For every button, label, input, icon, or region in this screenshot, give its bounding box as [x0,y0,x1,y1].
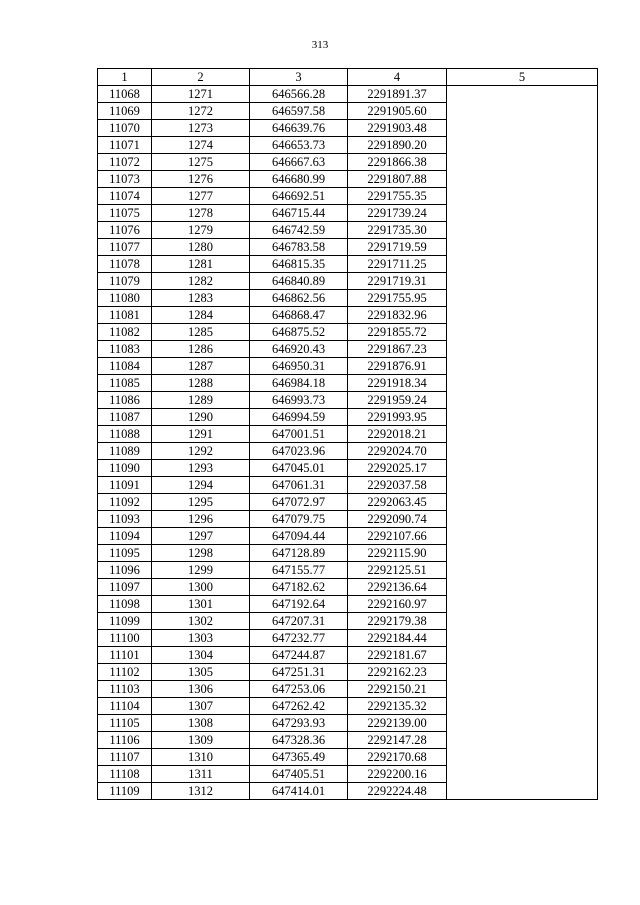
y-coordinate-cell: 2291905.60 [348,103,447,120]
x-coordinate-cell: 646950.31 [250,358,348,375]
y-coordinate-cell: 2291876.91 [348,358,447,375]
y-coordinate-cell: 2292024.70 [348,443,447,460]
index-cell: 1275 [152,154,250,171]
x-coordinate-cell: 646984.18 [250,375,348,392]
y-coordinate-cell: 2292160.97 [348,596,447,613]
column-header-4: 4 [348,69,447,86]
index-cell: 1288 [152,375,250,392]
point-number-cell: 11103 [98,681,152,698]
index-cell: 1300 [152,579,250,596]
point-number-cell: 11109 [98,783,152,800]
index-cell: 1301 [152,596,250,613]
index-cell: 1306 [152,681,250,698]
y-coordinate-cell: 2292136.64 [348,579,447,596]
point-number-cell: 11106 [98,732,152,749]
table-row [98,86,598,103]
x-coordinate-cell: 646566.28 [250,86,348,103]
index-cell: 1303 [152,630,250,647]
point-number-cell: 11081 [98,307,152,324]
y-coordinate-cell: 2292125.51 [348,562,447,579]
index-cell: 1283 [152,290,250,307]
x-coordinate-cell: 646868.47 [250,307,348,324]
index-cell: 1305 [152,664,250,681]
x-coordinate-cell: 647293.93 [250,715,348,732]
point-number-cell: 11076 [98,222,152,239]
index-cell: 1290 [152,409,250,426]
index-cell: 1307 [152,698,250,715]
point-number-cell: 11085 [98,375,152,392]
y-coordinate-cell: 2292162.23 [348,664,447,681]
x-coordinate-cell: 646742.59 [250,222,348,239]
y-coordinate-cell: 2292224.48 [348,783,447,800]
x-coordinate-cell: 647328.36 [250,732,348,749]
point-number-cell: 11088 [98,426,152,443]
x-coordinate-cell: 646653.73 [250,137,348,154]
point-number-cell: 11104 [98,698,152,715]
y-coordinate-cell: 2292170.68 [348,749,447,766]
index-cell: 1293 [152,460,250,477]
point-number-cell: 11070 [98,120,152,137]
x-coordinate-cell: 646639.76 [250,120,348,137]
point-number-cell: 11099 [98,613,152,630]
index-cell: 1302 [152,613,250,630]
y-coordinate-cell: 2291739.24 [348,205,447,222]
index-cell: 1280 [152,239,250,256]
index-cell: 1281 [152,256,250,273]
y-coordinate-cell: 2291993.95 [348,409,447,426]
index-cell: 1312 [152,783,250,800]
point-number-cell: 11100 [98,630,152,647]
y-coordinate-cell: 2291719.59 [348,239,447,256]
index-cell: 1311 [152,766,250,783]
x-coordinate-cell: 647414.01 [250,783,348,800]
x-coordinate-cell: 646994.59 [250,409,348,426]
y-coordinate-cell: 2292147.28 [348,732,447,749]
y-coordinate-cell: 2292037.58 [348,477,447,494]
point-number-cell: 11097 [98,579,152,596]
x-coordinate-cell: 647045.01 [250,460,348,477]
point-number-cell: 11098 [98,596,152,613]
index-cell: 1297 [152,528,250,545]
point-number-cell: 11096 [98,562,152,579]
x-coordinate-cell: 647094.44 [250,528,348,545]
x-coordinate-cell: 647244.87 [250,647,348,664]
index-cell: 1277 [152,188,250,205]
x-coordinate-cell: 647072.97 [250,494,348,511]
x-coordinate-cell: 646840.89 [250,273,348,290]
index-cell: 1304 [152,647,250,664]
x-coordinate-cell: 647192.64 [250,596,348,613]
y-coordinate-cell: 2291711.25 [348,256,447,273]
x-coordinate-cell: 646993.73 [250,392,348,409]
point-number-cell: 11078 [98,256,152,273]
index-cell: 1308 [152,715,250,732]
x-coordinate-cell: 646783.58 [250,239,348,256]
column-5-cell [447,86,598,800]
point-number-cell: 11079 [98,273,152,290]
point-number-cell: 11094 [98,528,152,545]
y-coordinate-cell: 2292090.74 [348,511,447,528]
point-number-cell: 11074 [98,188,152,205]
index-cell: 1274 [152,137,250,154]
column-header-3: 3 [250,69,348,86]
coordinates-table [97,68,598,800]
point-number-cell: 11084 [98,358,152,375]
y-coordinate-cell: 2291866.38 [348,154,447,171]
x-coordinate-cell: 647128.89 [250,545,348,562]
point-number-cell: 11095 [98,545,152,562]
index-cell: 1298 [152,545,250,562]
index-cell: 1271 [152,86,250,103]
point-number-cell: 11090 [98,460,152,477]
y-coordinate-cell: 2292139.00 [348,715,447,732]
index-cell: 1279 [152,222,250,239]
point-number-cell: 11077 [98,239,152,256]
x-coordinate-cell: 646862.56 [250,290,348,307]
index-cell: 1278 [152,205,250,222]
index-cell: 1295 [152,494,250,511]
x-coordinate-cell: 647001.51 [250,426,348,443]
point-number-cell: 11108 [98,766,152,783]
x-coordinate-cell: 647365.49 [250,749,348,766]
x-coordinate-cell: 646680.99 [250,171,348,188]
point-number-cell: 11107 [98,749,152,766]
y-coordinate-cell: 2292063.45 [348,494,447,511]
x-coordinate-cell: 647232.77 [250,630,348,647]
y-coordinate-cell: 2292200.16 [348,766,447,783]
point-number-cell: 11068 [98,86,152,103]
y-coordinate-cell: 2292018.21 [348,426,447,443]
y-coordinate-cell: 2291891.37 [348,86,447,103]
x-coordinate-cell: 647207.31 [250,613,348,630]
y-coordinate-cell: 2291890.20 [348,137,447,154]
point-number-cell: 11087 [98,409,152,426]
point-number-cell: 11091 [98,477,152,494]
y-coordinate-cell: 2291959.24 [348,392,447,409]
index-cell: 1294 [152,477,250,494]
point-number-cell: 11072 [98,154,152,171]
point-number-cell: 11089 [98,443,152,460]
point-number-cell: 11105 [98,715,152,732]
x-coordinate-cell: 647253.06 [250,681,348,698]
x-coordinate-cell: 646815.35 [250,256,348,273]
y-coordinate-cell: 2292115.90 [348,545,447,562]
y-coordinate-cell: 2292150.21 [348,681,447,698]
table-body [98,86,598,800]
y-coordinate-cell: 2292025.17 [348,460,447,477]
index-cell: 1296 [152,511,250,528]
y-coordinate-cell: 2291755.95 [348,290,447,307]
x-coordinate-cell: 647262.42 [250,698,348,715]
index-cell: 1289 [152,392,250,409]
index-cell: 1292 [152,443,250,460]
point-number-cell: 11093 [98,511,152,528]
page-number: 313 [311,39,329,51]
point-number-cell: 11102 [98,664,152,681]
point-number-cell: 11086 [98,392,152,409]
point-number-cell: 11082 [98,324,152,341]
index-cell: 1309 [152,732,250,749]
y-coordinate-cell: 2292135.32 [348,698,447,715]
table-header-row [98,69,598,86]
y-coordinate-cell: 2291807.88 [348,171,447,188]
index-cell: 1282 [152,273,250,290]
x-coordinate-cell: 647079.75 [250,511,348,528]
x-coordinate-cell: 647155.77 [250,562,348,579]
index-cell: 1272 [152,103,250,120]
y-coordinate-cell: 2291735.30 [348,222,447,239]
x-coordinate-cell: 647405.51 [250,766,348,783]
index-cell: 1276 [152,171,250,188]
y-coordinate-cell: 2291918.34 [348,375,447,392]
column-header-1: 1 [98,69,152,86]
point-number-cell: 11075 [98,205,152,222]
point-number-cell: 11071 [98,137,152,154]
point-number-cell: 11101 [98,647,152,664]
x-coordinate-cell: 647251.31 [250,664,348,681]
y-coordinate-cell: 2292107.66 [348,528,447,545]
index-cell: 1273 [152,120,250,137]
x-coordinate-cell: 647182.62 [250,579,348,596]
point-number-cell: 11083 [98,341,152,358]
index-cell: 1284 [152,307,250,324]
y-coordinate-cell: 2291719.31 [348,273,447,290]
point-number-cell: 11073 [98,171,152,188]
x-coordinate-cell: 646920.43 [250,341,348,358]
y-coordinate-cell: 2292184.44 [348,630,447,647]
y-coordinate-cell: 2292181.67 [348,647,447,664]
column-header-5: 5 [447,69,598,86]
y-coordinate-cell: 2292179.38 [348,613,447,630]
index-cell: 1287 [152,358,250,375]
x-coordinate-cell: 646875.52 [250,324,348,341]
x-coordinate-cell: 646692.51 [250,188,348,205]
x-coordinate-cell: 647023.96 [250,443,348,460]
x-coordinate-cell: 646715.44 [250,205,348,222]
column-header-2: 2 [152,69,250,86]
y-coordinate-cell: 2291755.35 [348,188,447,205]
x-coordinate-cell: 646667.63 [250,154,348,171]
index-cell: 1310 [152,749,250,766]
index-cell: 1286 [152,341,250,358]
y-coordinate-cell: 2291903.48 [348,120,447,137]
index-cell: 1291 [152,426,250,443]
point-number-cell: 11069 [98,103,152,120]
x-coordinate-cell: 647061.31 [250,477,348,494]
y-coordinate-cell: 2291855.72 [348,324,447,341]
y-coordinate-cell: 2291867.23 [348,341,447,358]
point-number-cell: 11092 [98,494,152,511]
x-coordinate-cell: 646597.58 [250,103,348,120]
y-coordinate-cell: 2291832.96 [348,307,447,324]
index-cell: 1285 [152,324,250,341]
point-number-cell: 11080 [98,290,152,307]
index-cell: 1299 [152,562,250,579]
